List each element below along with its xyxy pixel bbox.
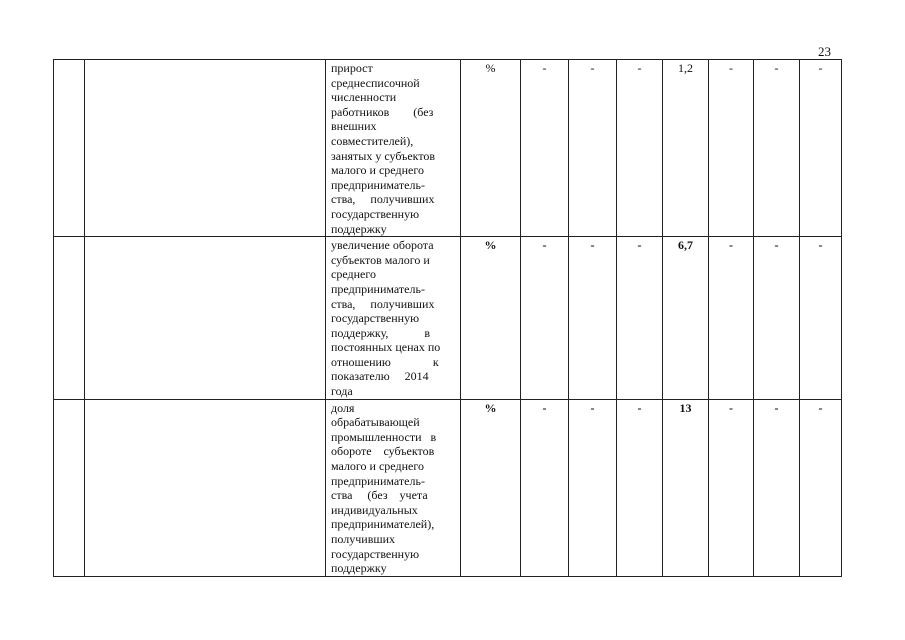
indicator-line: малого и среднего bbox=[331, 459, 424, 474]
value-cell: - bbox=[521, 60, 569, 237]
indicator-line: малого и среднего bbox=[331, 163, 424, 178]
value-cell: - bbox=[754, 60, 800, 237]
indicator-line: индивидуальных bbox=[331, 502, 418, 517]
indicator-line: субъектов малого и bbox=[331, 252, 430, 267]
indicator-line: среднесписочной bbox=[331, 75, 420, 90]
unit-cell: % bbox=[461, 237, 521, 400]
name-cell bbox=[85, 60, 326, 237]
indicator-line: увеличение оборота bbox=[331, 238, 434, 253]
indicator-line: государственную bbox=[331, 206, 420, 221]
indicator-line: отношению к bbox=[331, 354, 439, 369]
value-cell: - bbox=[709, 399, 754, 576]
name-cell bbox=[85, 399, 326, 576]
number-cell bbox=[54, 60, 85, 237]
value-cell: - bbox=[800, 237, 842, 400]
indicator-line: обрабатывающей bbox=[331, 415, 420, 430]
indicator-cell bbox=[326, 399, 461, 576]
value-cell: - bbox=[617, 399, 663, 576]
value-cell: - bbox=[800, 399, 842, 576]
indicator-line: внешних bbox=[331, 119, 377, 134]
indicator-line: занятых у субъектов bbox=[331, 148, 436, 163]
indicator-line: предприниматель- bbox=[331, 281, 425, 296]
indicator-line: предприниматель- bbox=[331, 177, 425, 192]
indicator-line: показателю 2014 bbox=[331, 369, 429, 384]
indicator-line: обороте субъектов bbox=[331, 444, 435, 459]
indicator-line: среднего bbox=[331, 267, 376, 282]
name-cell bbox=[85, 237, 326, 400]
indicator-line: ства, получивших bbox=[331, 192, 435, 207]
indicator-line: промышленности в bbox=[331, 429, 437, 444]
table-row bbox=[54, 237, 842, 400]
table-row bbox=[54, 399, 842, 576]
unit-cell: % bbox=[461, 60, 521, 237]
value-cell: - bbox=[521, 399, 569, 576]
indicator-line: работников (без bbox=[331, 104, 434, 119]
value-cell: - bbox=[754, 399, 800, 576]
value-cell: - bbox=[709, 60, 754, 237]
indicator-line: предпринимателей), bbox=[331, 517, 435, 532]
indicator-line: государственную bbox=[331, 546, 420, 561]
indicator-line: ства (без учета bbox=[331, 488, 428, 503]
value-cell: - bbox=[569, 399, 617, 576]
value-cell: - bbox=[754, 237, 800, 400]
number-cell bbox=[54, 399, 85, 576]
unit-cell: % bbox=[461, 399, 521, 576]
indicator-line: предприниматель- bbox=[331, 473, 425, 488]
value-cell: - bbox=[800, 60, 842, 237]
value-cell: 6,7 bbox=[663, 237, 709, 400]
indicator-cell bbox=[326, 237, 461, 400]
indicator-line: постоянных ценах по bbox=[331, 340, 441, 355]
value-cell: - bbox=[617, 237, 663, 400]
value-cell: - bbox=[569, 60, 617, 237]
value-cell: - bbox=[569, 237, 617, 400]
page-number: 23 bbox=[818, 44, 831, 59]
value-cell: - bbox=[521, 237, 569, 400]
indicator-line: прирост bbox=[331, 61, 373, 75]
value-cell: 13 bbox=[663, 399, 709, 576]
table-row bbox=[54, 60, 842, 237]
indicator-line: доля bbox=[331, 400, 355, 415]
indicator-line: поддержку, в bbox=[331, 325, 431, 340]
indicator-line: года bbox=[331, 384, 353, 399]
value-cell: 1,2 bbox=[663, 60, 709, 237]
report-table bbox=[53, 59, 842, 577]
indicator-line: ства, получивших bbox=[331, 296, 435, 311]
value-cell: - bbox=[709, 237, 754, 400]
indicator-line: поддержку bbox=[331, 221, 387, 236]
indicator-line: получивших bbox=[331, 532, 396, 546]
value-cell: - bbox=[617, 60, 663, 237]
indicator-line: численности bbox=[331, 90, 397, 105]
indicator-line: поддержку bbox=[331, 561, 387, 576]
number-cell bbox=[54, 237, 85, 400]
indicator-line: совместителей), bbox=[331, 133, 414, 148]
indicator-line: государственную bbox=[331, 311, 420, 326]
indicator-cell bbox=[326, 60, 461, 237]
